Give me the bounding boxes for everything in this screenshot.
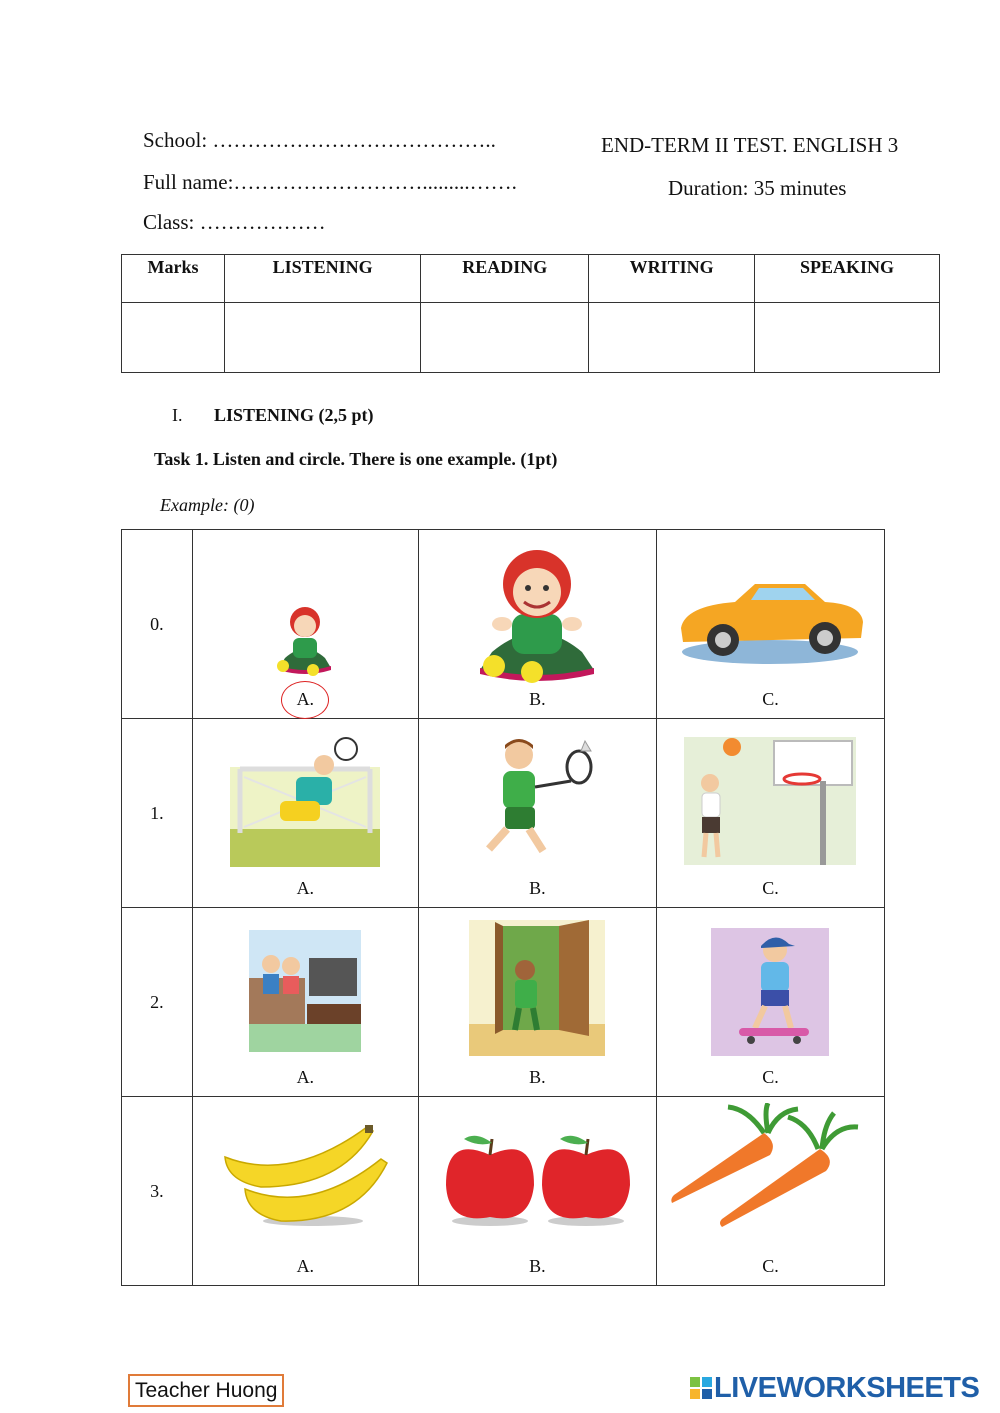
option-cell[interactable] — [192, 719, 418, 908]
option-label: A. — [296, 1256, 315, 1276]
writing-score-cell — [589, 303, 755, 373]
option-cell[interactable] — [656, 908, 884, 1097]
option-label: A. — [296, 689, 315, 709]
option-label: B. — [529, 1256, 546, 1276]
option-cell[interactable] — [192, 908, 418, 1097]
marks-table — [121, 254, 940, 373]
liveworksheets-brand[interactable] — [690, 1372, 979, 1405]
example-label: Example: (0) — [160, 495, 255, 515]
class-field: Class: ……………… — [143, 210, 326, 234]
basketball-player-icon — [684, 737, 856, 865]
option-label: C. — [762, 689, 779, 709]
question-row — [122, 719, 885, 908]
teacher-badge: Teacher Huong — [128, 1374, 284, 1407]
section-number: I. — [172, 405, 183, 425]
speaking-score-cell — [755, 303, 940, 373]
skateboarding-boy-icon — [711, 928, 829, 1056]
section-title: LISTENING (2,5 pt) — [214, 405, 374, 425]
option-label: B. — [529, 689, 546, 709]
option-cell[interactable] — [192, 1097, 418, 1286]
option-cell[interactable] — [418, 719, 656, 908]
option-cell[interactable] — [418, 908, 656, 1097]
option-cell[interactable] — [418, 530, 656, 719]
marks-header: Marks — [122, 255, 225, 303]
badminton-boy-icon — [467, 737, 607, 867]
apples-icon — [442, 1131, 632, 1227]
bananas-icon — [221, 1123, 389, 1227]
option-cell[interactable] — [656, 1097, 884, 1286]
big-doll-icon — [472, 544, 602, 684]
fullname-field: Full name:……………………….........……. — [143, 170, 517, 194]
test-title: END-TERM II TEST. ENGLISH 3 — [601, 133, 899, 157]
reading-score-cell — [421, 303, 589, 373]
option-label: B. — [529, 878, 546, 898]
watching-tv-icon — [249, 930, 361, 1052]
question-row — [122, 530, 885, 719]
option-label: C. — [762, 1256, 779, 1276]
option-label: C. — [762, 878, 779, 898]
reading-header: READING — [421, 255, 589, 303]
question-number: 2. — [122, 908, 193, 1097]
liveworksheets-logo-icon — [690, 1377, 712, 1399]
boy-at-door-icon — [469, 920, 605, 1056]
small-doll-icon — [273, 600, 337, 676]
listening-header: LISTENING — [224, 255, 420, 303]
listening-score-cell — [224, 303, 420, 373]
marks-cell — [122, 303, 225, 373]
option-cell[interactable] — [418, 1097, 656, 1286]
school-field: School: ………………………………….. — [143, 128, 496, 152]
writing-header: WRITING — [589, 255, 755, 303]
toy-car-icon — [675, 570, 865, 666]
question-number: 1. — [122, 719, 193, 908]
option-cell[interactable] — [656, 719, 884, 908]
option-cell[interactable] — [656, 530, 884, 719]
test-duration: Duration: 35 minutes — [668, 176, 847, 200]
option-label: C. — [762, 1067, 779, 1087]
questions-table — [121, 529, 885, 1286]
question-row — [122, 908, 885, 1097]
brand-text: LIVEWORKSHEETS — [714, 1372, 980, 1404]
option-label: A. — [296, 878, 315, 898]
option-cell[interactable] — [192, 530, 418, 719]
option-label: A. — [296, 1067, 315, 1087]
speaking-header: SPEAKING — [755, 255, 940, 303]
question-row — [122, 1097, 885, 1286]
option-label: B. — [529, 1067, 546, 1087]
football-goalkeeper-icon — [230, 737, 380, 867]
carrots-icon — [668, 1103, 872, 1231]
question-number: 3. — [122, 1097, 193, 1286]
task-instruction: Task 1. Listen and circle. There is one example. (1pt) — [154, 449, 558, 469]
question-number: 0. — [122, 530, 193, 719]
